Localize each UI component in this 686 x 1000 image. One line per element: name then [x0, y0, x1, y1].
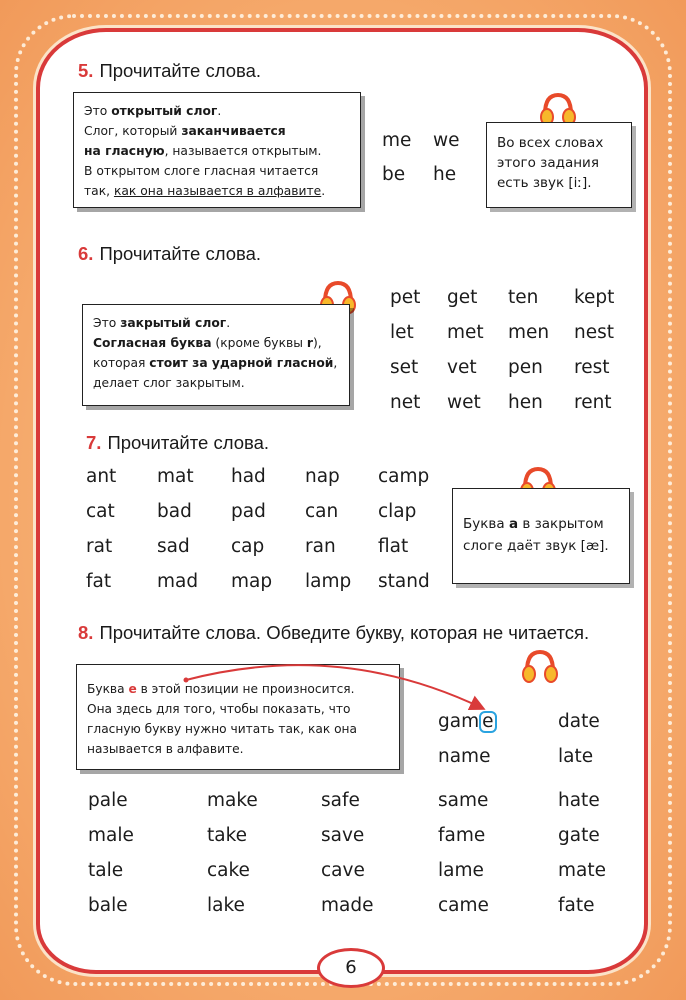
word: he	[433, 164, 457, 185]
word: rat	[86, 536, 113, 557]
word: date	[558, 711, 600, 732]
word: stand	[378, 571, 430, 592]
text-bold: Согласная буква	[93, 336, 212, 350]
text: есть звук [iː].	[497, 175, 592, 191]
text-bold: на гласную	[84, 144, 165, 158]
word: pale	[88, 790, 128, 811]
circled-silent-letter: e	[479, 711, 496, 733]
word: vet	[447, 357, 477, 378]
word: mat	[157, 466, 194, 487]
word: bad	[157, 501, 192, 522]
ex6-title: Прочитайте слова.	[99, 243, 262, 264]
word: met	[447, 322, 484, 343]
text: В открытом слоге гласная читается	[84, 164, 319, 178]
example-word-game	[438, 711, 497, 733]
word: late	[558, 746, 594, 767]
letter-a: a	[508, 516, 519, 532]
word: sad	[157, 536, 190, 557]
text: Во всех словах	[497, 135, 604, 151]
text: Буква	[463, 516, 509, 532]
word: mate	[558, 860, 606, 881]
word: pad	[231, 501, 266, 522]
word: camp	[378, 466, 430, 487]
word: hate	[558, 790, 600, 811]
word: we	[433, 130, 460, 151]
word: kept	[574, 287, 615, 308]
text-underlined: как она называется в алфавите	[113, 184, 322, 198]
arrow-pointer-icon	[180, 650, 500, 720]
word: mad	[157, 571, 199, 592]
word: let	[390, 322, 414, 343]
text: в этой позиции не произносится.	[136, 682, 355, 696]
word: male	[88, 825, 134, 846]
text: Это	[93, 316, 121, 330]
text: Слог, который	[84, 124, 182, 138]
word: cave	[321, 860, 365, 881]
word: name	[438, 746, 491, 767]
word: same	[438, 790, 489, 811]
text: делает слог закрытым.	[93, 376, 245, 390]
word: nap	[305, 466, 340, 487]
text: гласную букву нужно читать так, как она	[87, 722, 357, 736]
word: ran	[305, 536, 336, 557]
word: be	[382, 164, 406, 185]
text: .	[226, 316, 231, 330]
ex7-title: Прочитайте слова.	[107, 432, 270, 453]
text: ),	[312, 336, 322, 350]
text: этого задания	[497, 155, 599, 171]
word: pen	[508, 357, 543, 378]
word: save	[321, 825, 365, 846]
word: net	[390, 392, 421, 413]
ex7-note-box	[452, 488, 630, 584]
word: map	[231, 571, 273, 592]
word: lamp	[305, 571, 352, 592]
ex5-number: 5.	[78, 60, 94, 81]
word: pet	[390, 287, 421, 308]
text: .	[321, 184, 326, 198]
word: take	[207, 825, 248, 846]
word: clap	[378, 501, 417, 522]
text: называется в алфавите.	[87, 742, 244, 756]
word: men	[508, 322, 550, 343]
text: Она здесь для того, чтобы показать, что	[87, 702, 351, 716]
ex6-rule-box	[82, 304, 350, 406]
word: fame	[438, 825, 486, 846]
text-bold: r	[306, 336, 313, 350]
word: lame	[438, 860, 484, 881]
word: hen	[508, 392, 543, 413]
word: rest	[574, 357, 610, 378]
word: cap	[231, 536, 265, 557]
ex5-note-box	[486, 122, 632, 208]
text: gam	[438, 711, 480, 732]
text: ,	[333, 356, 338, 370]
ex5-heading	[78, 60, 261, 82]
text: в закрытом	[518, 516, 604, 532]
word: bale	[88, 895, 128, 916]
text: .	[217, 104, 222, 118]
word: get	[447, 287, 478, 308]
word: cat	[86, 501, 115, 522]
word: lake	[207, 895, 245, 916]
text: Буква	[87, 682, 129, 696]
letter-e: e	[128, 682, 137, 696]
word: made	[321, 895, 374, 916]
word: fat	[86, 571, 112, 592]
word: fate	[558, 895, 595, 916]
term-open-syllable: открытый слог	[111, 104, 218, 118]
word: came	[438, 895, 489, 916]
text: (кроме буквы	[211, 336, 307, 350]
text-bold: заканчивается	[181, 124, 286, 138]
word: had	[231, 466, 266, 487]
word: make	[207, 790, 258, 811]
word: safe	[321, 790, 360, 811]
text: которая	[93, 356, 150, 370]
ex8-number: 8.	[78, 622, 94, 643]
ex8-title: Прочитайте слова. Обведите букву, которая не читается.	[99, 622, 590, 643]
word: nest	[574, 322, 614, 343]
ex6-number: 6.	[78, 243, 94, 264]
headphones-icon	[520, 647, 560, 687]
ex7-number: 7.	[86, 432, 102, 453]
ex5-rule-box	[73, 92, 361, 208]
ex5-title: Прочитайте слова.	[99, 60, 262, 81]
word: flat	[378, 536, 409, 557]
word: cake	[207, 860, 250, 881]
word: tale	[88, 860, 124, 881]
page-number: 6	[317, 948, 385, 988]
word: can	[305, 501, 339, 522]
word: wet	[447, 392, 481, 413]
word: me	[382, 130, 412, 151]
text: Это	[84, 104, 112, 118]
ex8-heading	[78, 622, 589, 644]
term-closed-syllable: закрытый слог	[120, 316, 227, 330]
ex7-heading	[86, 432, 269, 454]
word: gate	[558, 825, 600, 846]
text: , называется открытым.	[164, 144, 322, 158]
word: rent	[574, 392, 612, 413]
word: ten	[508, 287, 539, 308]
text: так,	[84, 184, 114, 198]
text: слоге даёт звук [æ].	[463, 538, 609, 554]
word: set	[390, 357, 419, 378]
text-bold: стоит за ударной гласной	[149, 356, 334, 370]
word: ant	[86, 466, 117, 487]
ex6-heading	[78, 243, 261, 265]
